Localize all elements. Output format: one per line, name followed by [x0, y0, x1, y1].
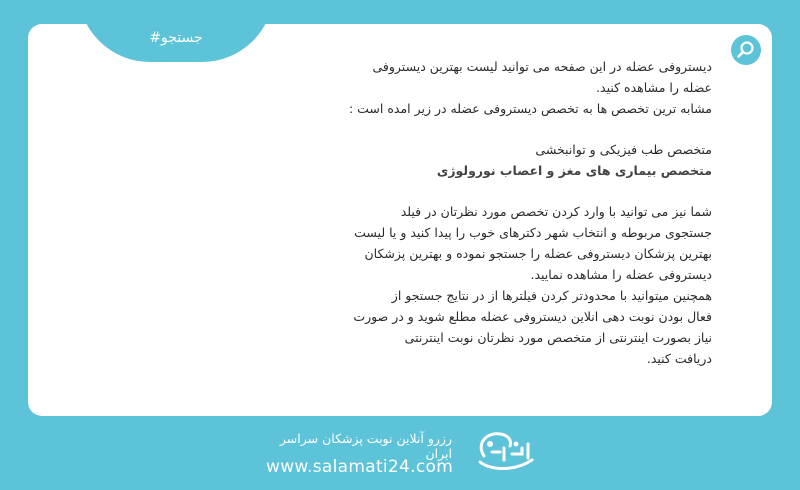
specialty-link[interactable]: متخصص طب فیزیکی و توانبخشی [535, 142, 712, 157]
body-text: شما نیز می توانید با وارد کردن تخصص مورد نظرتان در فیلد [400, 204, 712, 219]
body-text: دریافت کنید. [646, 351, 712, 366]
footer-url[interactable]: www.salamati24.com [266, 457, 454, 477]
body-text: همچنین میتوانید با محدودتر کردن فیلترها از در نتایج جستجو از [391, 288, 712, 303]
search-tab[interactable] [78, 24, 274, 62]
search-button[interactable] [731, 35, 761, 65]
footer-slogan: رزرو آنلاین نوبت پزشکان سراسر ایران [279, 431, 452, 461]
specialty-link[interactable]: متخصص بیماری های مغز و اعصاب نورولوژی [436, 163, 712, 178]
intro-text: عضله را مشاهده کنید. [596, 80, 712, 95]
salamati-logo-icon [470, 426, 542, 478]
intro-text: مشابه ترین تخصص ها به تخصص دیستروفی عضله در زیر امده است : [348, 101, 712, 116]
body-text: دیستروفی عضله را مشاهده نمایید. [530, 267, 712, 282]
body-text: بهترین پزشکان دیستروفی عضله را جستجو نموده و بهترین پزشکان [364, 246, 712, 261]
search-icon [736, 40, 756, 60]
body-text: نیاز بصورت اینترنتی از متخصص مورد نظرتان نوبت اینترنتی [404, 330, 712, 345]
body-text: فعال بودن نوبت دهی انلاین دیستروفی عضله مطلع شوید و در صورت [353, 309, 712, 324]
intro-text: دیستروفی عضله در این صفحه می توانید لیست بهترین دیستروفی [372, 59, 712, 74]
content-card [28, 24, 772, 416]
main-content [292, 56, 712, 369]
search-tab-label: #جستجو [149, 30, 203, 46]
body-text: جستجوی مربوطه و انتخاب شهر دکترهای خوب را پیدا کنید و یا لیست [354, 225, 712, 240]
